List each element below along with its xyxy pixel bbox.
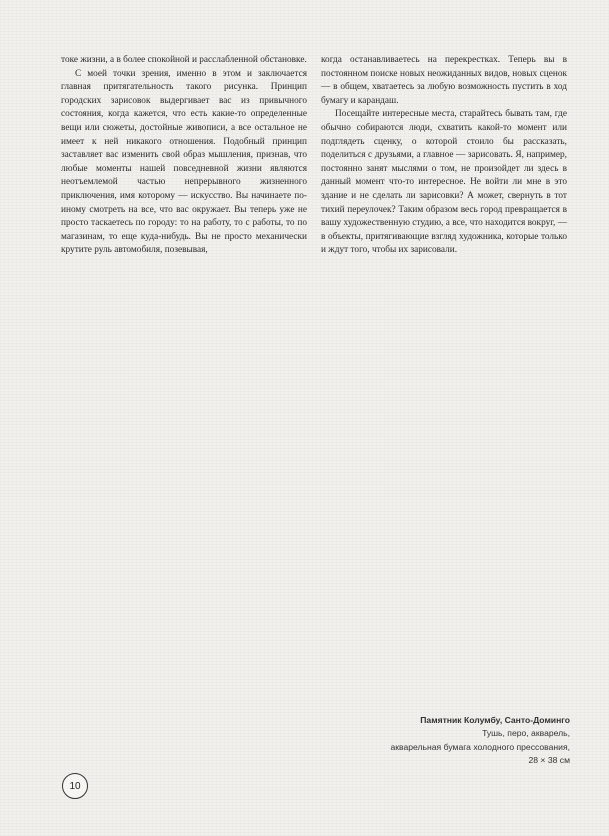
- text-column-left: [61, 54, 307, 258]
- paragraph: С моей точки зрения, именно в этом и заключается главная притягательность такого рисунка. Принцип городских зарисовок выдергивает вас из привычного состояния, когда кажется, что есть какие-то определенные вещи или сюжеты, достойные живописи, а все остальное не имеет к ней никакого отношения. Подобный принцип заставляет вас изменить свой образ мышления, признав, что любые моменты нашей повседневной жизни являются неотъемлемой частью непрерывного жизненного приключения, имя которому — искусство. Вы начинаете по-иному смотреть на все, что вас окружает. Вы теперь уже не просто таскаетесь по городу: то на работу, то с работы, то по магазинам, то еще куда-нибудь. Вы не просто механически крутите руль автомобиля, позевывая,: [61, 68, 307, 256]
- paragraph: Посещайте интересные места, старайтесь бывать там, где обычно собираются люди, схватить какой-то момент или подглядеть сценку, о которой стоило бы рассказать, поделиться с друзьями, а главное — зарисовать. Я, например, постоянно занят мыслями о том, не произойдет ли здесь в данный момент что-то интересное. Не войти ли мне в это здание и не сделать ли зарисовки? А может, свернуть в тот тихий переулочек? Таким образом весь город превращается в вашу художественную студию, а все, что находится вокруг, — в объекты, притягивающие взгляд художника, которые только и ждут того, чтобы их зарисовали.: [321, 109, 567, 256]
- text-column-right: [321, 54, 567, 258]
- caption-line: акварельная бумага холодного прессования,: [390, 741, 570, 752]
- page-number: 10: [62, 773, 88, 799]
- caption-title: Памятник Колумбу, Санто-Доминго: [420, 715, 570, 725]
- paragraph: когда останавливаетесь на перекрестках. Теперь вы в постоянном поиске новых неожиданных видов, новых сценок — в общем, хватаетесь за любую возможность пустить в ход бумагу и карандаш.: [321, 55, 567, 106]
- paragraph: токе жизни, а в более спокойной и расслабленной обстановке.: [61, 55, 307, 65]
- caption-line: Тушь, перо, акварель,: [482, 728, 570, 739]
- caption-line: 28 × 38 см: [528, 755, 570, 766]
- illustration-caption: [390, 714, 570, 768]
